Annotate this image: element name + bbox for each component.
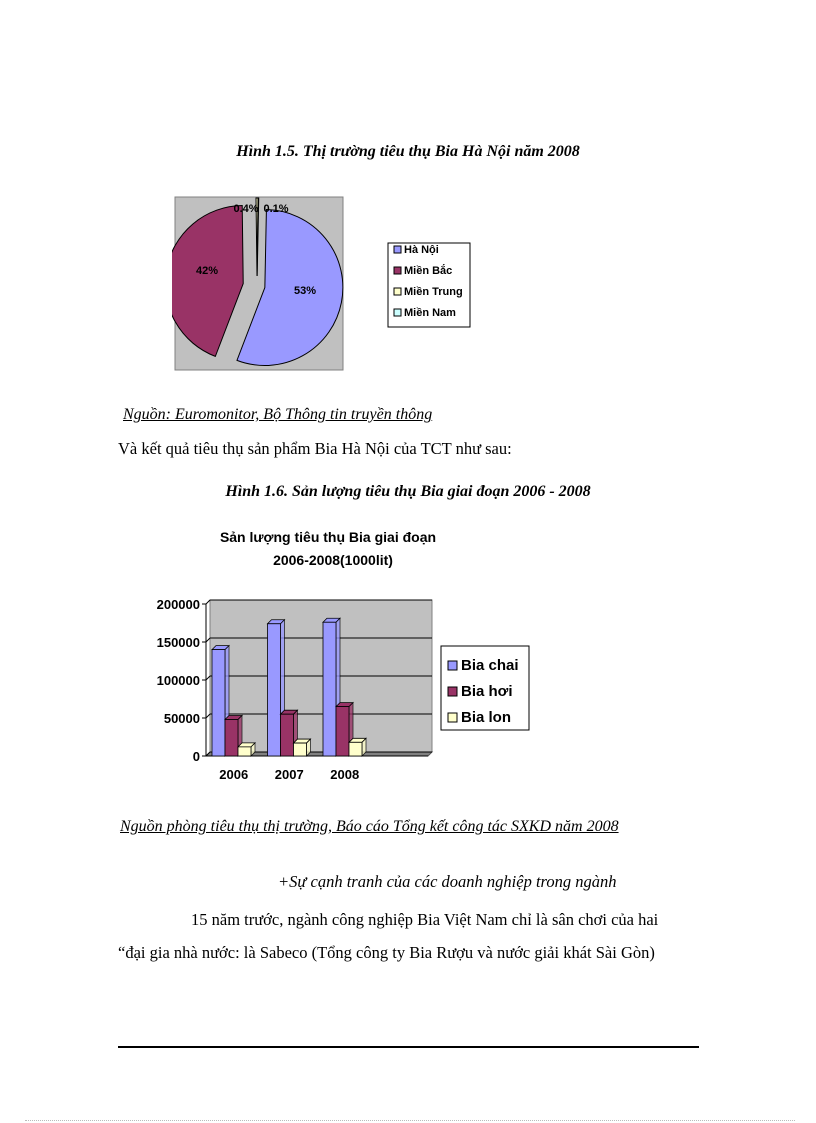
pie-legend-swatch xyxy=(394,288,401,295)
pie-data-label: 53% xyxy=(293,285,317,297)
pie-legend-swatch xyxy=(394,267,401,274)
bar-front-face xyxy=(281,714,294,756)
bar-front-face xyxy=(268,624,281,756)
paragraph-line-2: “đại gia nhà nước: là Sabeco (Tổng công ty Bia Rượu và nước giải khát Sài Gòn) xyxy=(118,943,655,962)
bar-chart xyxy=(118,520,538,790)
bar-x-tick-label: 2007 xyxy=(274,767,304,782)
bar-y-tick-label: 0 xyxy=(192,749,200,764)
bar-bia-lon-2007 xyxy=(294,739,311,756)
bar-front-face xyxy=(225,720,238,756)
paragraph-line-1: 15 năm trước, ngành công nghiệp Bia Việt Nam chỉ là sân chơi của hai xyxy=(191,910,659,929)
bar-bia-lon-2008 xyxy=(349,738,366,756)
bar-front-face xyxy=(238,747,251,756)
bar-y-tick-label: 150000 xyxy=(156,635,200,650)
bar-gridline-diag xyxy=(206,600,210,604)
bar-front-face xyxy=(323,622,336,756)
bar-gridline-diag xyxy=(206,638,210,642)
figure-source-pie: Nguồn: Euromonitor, Bộ Thông tin truyền thông xyxy=(123,406,433,423)
pie-legend-label: Miền Bắc xyxy=(404,265,453,277)
figure-caption-pie: Hình 1.5. Thị trường tiêu thụ Bia Hà Nội năm 2008 xyxy=(236,143,580,160)
bar-legend-label: Bia lon xyxy=(461,709,512,726)
bar-legend-label: Bia hơi xyxy=(461,683,513,700)
bar-chart-title-line2: 2006-2008(1000lit) xyxy=(273,552,393,568)
figure-caption-bar: Hình 1.6. Sản lượng tiêu thụ Bia giai đoạn 2006 - 2008 xyxy=(225,483,591,500)
bar-front-face xyxy=(349,742,362,756)
bar-front-face xyxy=(294,743,307,756)
pie-legend-label: Miền Trung xyxy=(404,286,463,298)
pie-data-label: 0.1% xyxy=(263,203,289,215)
figure-source-bar: Nguồn phòng tiêu thụ thị trường, Báo cáo Tổng kết công tác SXKD năm 2008 xyxy=(120,818,619,835)
bar-chart-title-line1: Sản lượng tiêu thụ Bia giai đoạn xyxy=(219,529,437,545)
pie-chart xyxy=(172,196,472,376)
bar-legend-swatch xyxy=(448,687,457,696)
bar-legend-label: Bia chai xyxy=(461,657,519,674)
bar-legend-swatch xyxy=(448,661,457,670)
section-heading: +Sự cạnh tranh của các doanh nghiệp trong ngành xyxy=(278,872,617,891)
pie-legend-swatch xyxy=(394,309,401,316)
bar-y-tick-label: 50000 xyxy=(163,711,200,726)
footer-rule xyxy=(118,1046,699,1048)
pie-data-label: 42% xyxy=(195,265,219,277)
bar-front-face xyxy=(212,650,225,756)
pie-legend-label: Hà Nội xyxy=(404,244,439,256)
bar-y-tick-label: 100000 xyxy=(156,673,200,688)
bar-gridline-diag xyxy=(206,714,210,718)
bar-front-face xyxy=(336,707,349,756)
bar-x-tick-label: 2008 xyxy=(330,767,360,782)
pie-legend-label: Miền Nam xyxy=(404,307,456,319)
bar-x-tick-label: 2006 xyxy=(219,767,249,782)
bar-legend-swatch xyxy=(448,713,457,722)
bar-gridline-diag xyxy=(206,676,210,680)
intro-text: Và kết quả tiêu thụ sản phẩm Bia Hà Nội của TCT như sau: xyxy=(118,439,512,458)
bar-y-tick-label: 200000 xyxy=(156,597,200,612)
pie-data-label: 0.4% xyxy=(233,203,259,215)
bar-bia-lon-2006 xyxy=(238,743,255,756)
page-edge xyxy=(25,1120,795,1121)
pie-legend-swatch xyxy=(394,246,401,253)
